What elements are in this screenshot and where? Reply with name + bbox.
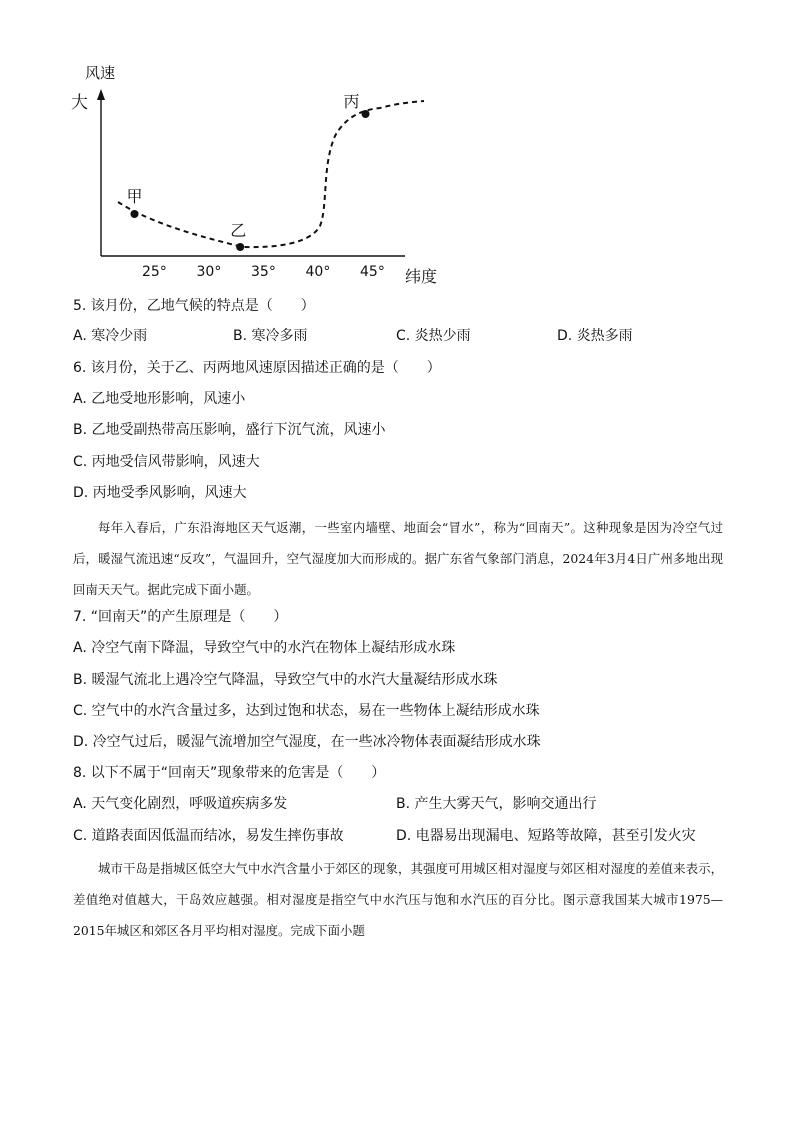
passage-hui-nan-tian: 每年入春后，广东沿海地区天气返潮，一些室内墙壁、地面会“冒水”，称为“回南天”。这种现象是因为冷空气过后，暖湿气流迅速“反攻”，气温回升，空气湿度加大而形成的。据广东省气象部门消息，2024年3月4日广州多地出现回南天天气。据此完成下面小题。 [73, 520, 723, 597]
question-7-stem: 7. “回南天”的产生原理是（ ） [73, 609, 288, 625]
q7-option-d[interactable]: D. 冷空气过后，暖湿气流增加空气湿度，在一些冰冷物体表面凝结形成水珠 [73, 734, 541, 750]
q5-option-a[interactable]: A. 寒冷少雨 [73, 328, 148, 344]
q8-option-b[interactable]: B. 产生大雾天气，影响交通出行 [396, 796, 597, 812]
y-axis-label: 风速 [85, 64, 116, 82]
point-marker [236, 243, 244, 251]
q6-option-a[interactable]: A. 乙地受地形影响，风速小 [73, 391, 246, 407]
q6-option-d[interactable]: D. 丙地受季风影响，风速大 [73, 485, 247, 501]
q7-option-a[interactable]: A. 冷空气南下降温，导致空气中的水汽在物体上凝结形成水珠 [73, 640, 456, 656]
chart-points [130, 110, 369, 251]
chart-svg [60, 56, 460, 288]
point-label: 丙 [343, 92, 360, 111]
point-label: 乙 [230, 221, 247, 240]
q5-option-c[interactable]: C. 炎热少雨 [396, 328, 471, 344]
q8-option-c[interactable]: C. 道路表面因低温而结冰，易发生摔伤事故 [73, 828, 344, 844]
q7-option-b[interactable]: B. 暖湿气流北上遇冷空气降温，导致空气中的水汽大量凝结形成水珠 [73, 672, 498, 688]
q8-option-d[interactable]: D. 电器易出现漏电、短路等故障，甚至引发火灾 [396, 828, 696, 844]
question-8-stem: 8. 以下不属于“回南天”现象带来的危害是（ ） [73, 765, 386, 781]
x-tick-label: 45° [360, 264, 385, 280]
x-tick-label: 40° [305, 264, 331, 280]
question-5-stem: 5. 该月份，乙地气候的特点是（ ） [73, 298, 315, 314]
q7-option-c[interactable]: C. 空气中的水汽含量过多，达到过饱和状态，易在一些物体上凝结形成水珠 [73, 703, 540, 719]
y-axis-arrow [97, 89, 105, 100]
q6-option-b[interactable]: B. 乙地受副热带高压影响，盛行下沉气流，风速小 [73, 422, 386, 438]
x-tick-label: 30° [196, 264, 222, 280]
wind-latitude-chart [60, 56, 460, 288]
q8-option-a[interactable]: A. 天气变化剧烈，呼吸道疾病多发 [73, 796, 288, 812]
q5-option-d[interactable]: D. 炎热多雨 [557, 328, 633, 344]
question-6-stem: 6. 该月份，关于乙、丙两地风速原因描述正确的是（ ） [73, 360, 441, 376]
passage-urban-dry-island: 城市干岛是指城区低空大气中水汽含量小于郊区的现象，其强度可用城区相对湿度与郊区相对湿度的差值来表示，差值绝对值越大，干岛效应越强。相对湿度是指空气中水汽压与饱和水汽压的百分比。图示意我国某大城市1975—2015年城区和郊区各月平均相对湿度。完成下面小题 [73, 861, 723, 938]
x-tick-label: 25° [142, 264, 167, 280]
wind-speed-curve [118, 101, 424, 247]
x-tick-label: 35° [251, 264, 276, 280]
point-label: 甲 [126, 187, 143, 206]
point-marker [130, 210, 138, 218]
y-axis-high-label: 大 [71, 93, 88, 113]
q6-option-c[interactable]: C. 丙地受信风带影响，风速大 [73, 454, 260, 470]
x-axis-label: 纬度 [405, 267, 438, 286]
q5-option-b[interactable]: B. 寒冷多雨 [233, 328, 308, 344]
point-marker [362, 110, 370, 118]
